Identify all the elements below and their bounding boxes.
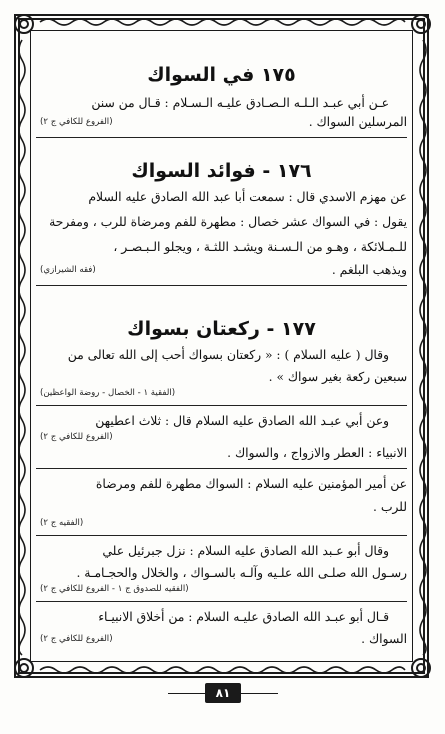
source-row xyxy=(36,583,407,596)
paragraph-divider xyxy=(36,535,407,536)
hadith-line: ويذهب البلغم . xyxy=(331,263,407,277)
hadith-line: قـال أبو عبـد الله الصادق عليـه السلام : من أخلاق الانبيـاء xyxy=(98,610,389,624)
source-citation: (الفقية ١ - الخصال - روضة الواعظين) xyxy=(40,388,176,398)
paragraph-divider xyxy=(36,405,407,406)
paragraph-divider xyxy=(36,601,407,602)
hadith-paragraph xyxy=(36,412,407,469)
hadith-line-with-source xyxy=(36,261,407,280)
source-citation: (فقه الشيرازي) xyxy=(40,265,96,275)
section-heading: ١٧٥ في السواك xyxy=(147,64,296,86)
hadith-line: وعن أبي عبـد الله الصادق عليه السلام قال : ثلاث اعطيهن xyxy=(95,414,389,428)
hadith-line: المرسلين السواك . xyxy=(308,115,407,129)
page-content xyxy=(36,40,407,655)
hadith-line: للـمـلائكة ، وهـو من الـسـنة ويشـد اللثـة ، ويجلو الـبـصـر ، xyxy=(113,240,407,254)
source-citation: (الفروع للكافي ج ٢) xyxy=(40,634,113,644)
section-heading: ١٧٧ - ركعتان بسواك xyxy=(127,318,316,340)
section-divider xyxy=(36,137,407,138)
hadith-line-with-source xyxy=(36,113,407,132)
hadith-line: رسـول الله صلـى الله علـيه وآلـه بالسـواك ، والخلال والحجـامـة . xyxy=(76,566,407,580)
hadith-line: للرب . xyxy=(373,500,407,514)
source-citation: (الفروع للكافي ج ٢) xyxy=(40,117,113,127)
hadith-line: الانبياء : العطر والازواج ، والسواك . xyxy=(227,446,407,460)
source-citation: (الفروع للكافي ج ٢) xyxy=(40,432,113,442)
hadith-paragraph xyxy=(36,542,407,602)
section-175 xyxy=(36,62,407,144)
source-row xyxy=(36,517,407,530)
hadith-line-with-source xyxy=(36,630,407,649)
paragraph-divider xyxy=(36,468,407,469)
source-row xyxy=(36,431,407,444)
hadith-line: وقال أبو عـبد الله الصادق عليه السلام : نزل جبرئيل علي xyxy=(102,544,389,558)
section-heading: ١٧٦ - فوائد السواك xyxy=(131,160,312,182)
hadith-paragraph xyxy=(36,608,407,649)
page-number: ٨١ xyxy=(205,683,241,703)
hadith-line: وقال ( عليه السلام ) : « ركعتان بسواك أحب إلى الله تعالى من xyxy=(67,348,389,362)
hadith-paragraph xyxy=(36,346,407,406)
source-citation: (الفقيه ج ٢) xyxy=(40,518,84,528)
hadith-paragraph xyxy=(36,475,407,536)
hadith-line: عن أمير المؤمنين عليه السلام : السواك مطهرة للفم ومرضاة xyxy=(95,477,407,491)
source-row xyxy=(36,387,407,400)
source-citation: (الفقيه للصدوق ج ١ - الفروع للكافي ج ٢) xyxy=(40,584,189,594)
hadith-line: عـن أبي عبـد الـلـه الـصـادق عليـه الـسـلام : قـال من سنن xyxy=(91,96,389,110)
hadith-line: عن مهزم الاسدي قال : سمعت أبا عبد الله الصادق عليه السلام xyxy=(88,190,407,204)
section-176 xyxy=(36,158,407,292)
hadith-line: يقول : في السواك عشر خصال : مطهرة للفم ومرضاة للرب ، ومفرحة xyxy=(49,215,407,229)
hadith-line: سبعين ركعة بغير سواك » . xyxy=(268,370,407,384)
section-177 xyxy=(36,316,407,649)
section-divider xyxy=(36,285,407,286)
hadith-line: السواك . xyxy=(361,632,407,646)
